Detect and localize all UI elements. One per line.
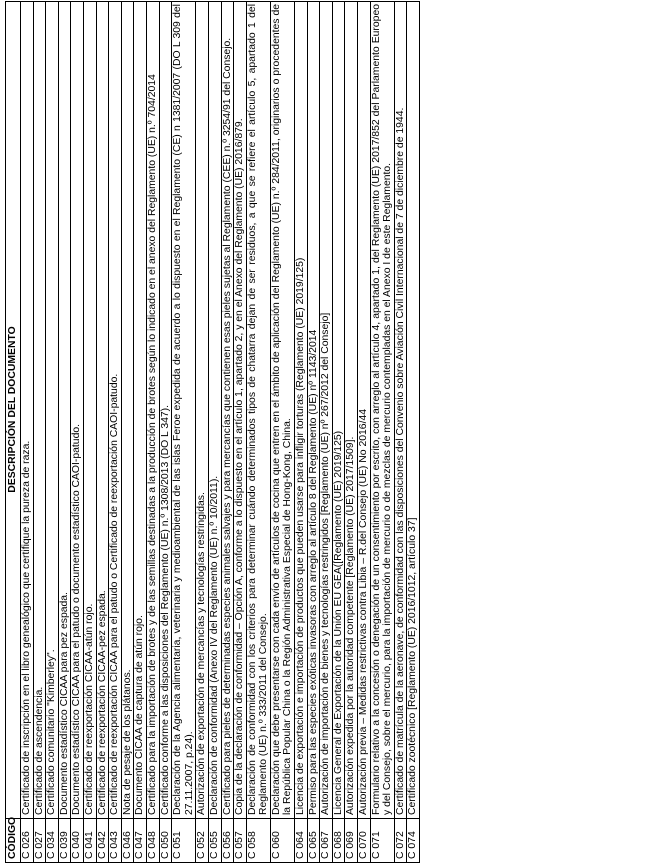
table-row — [295, 2, 308, 863]
row-description: Certificado para pieles de determinadas especies animales salvajes y para mercancías que contienen esas pieles sujetas al Reglamento (CEE) n.º 3254/91 del Consejo. — [221, 2, 234, 819]
row-description: Licencia de exportación e importación de productos que pueden usarse para infligir torturas (Reglamento (UE) 2019/125) — [295, 2, 308, 819]
row-code: C 052 — [196, 819, 209, 863]
row-code: C 027 — [33, 819, 46, 863]
row-code: C 065 — [307, 819, 320, 863]
table-row — [46, 2, 59, 863]
row-code: C 058 — [246, 819, 270, 863]
row-code: C 056 — [221, 819, 234, 863]
row-description: Autorización previa – Medidas restrictivas contra Libia – R.del Consejo (UE) No 2016/44 — [358, 2, 371, 819]
table-row — [394, 2, 407, 863]
row-code: C 039 — [58, 819, 71, 863]
table-row — [21, 2, 34, 863]
row-code: C 047 — [134, 819, 147, 863]
row-code: C 043 — [109, 819, 122, 863]
table-row — [83, 2, 96, 863]
row-description: Certificado conforme a las disposiciones del Reglamento (UE) n.º 1308/2013 (DO L 347). — [159, 2, 172, 819]
table-row — [307, 2, 320, 863]
row-code: C 070 — [358, 819, 371, 863]
row-description: Permiso para las especies exóticas invasoras con arreglo al artículo 8 del Reglamento (UE) nº 1143/2014 — [307, 2, 320, 819]
row-description: Formulario relativo a la concesión o denegación de un consentimiento por escrito, con arreglo al artículo 4, apartado 1, del Reglamento (UE) 2017/852 del Parlamento Europeo y del Consejo, sobre el mercurio, para la importación de mercurio o de mezclas de mercurio contempladas en el Anexo I de este Reglamento. — [370, 2, 394, 819]
row-code: C 067 — [320, 819, 333, 863]
row-description: Copia de la declaración de conformidad – Opción A, conforme a lo dispuesto en el artículo 1, apartado 2, y en el Anexo del Reglamento (UE) 2016/879. — [234, 2, 247, 819]
row-description: Certificado zootécnico [Reglamento (UE) 2016/1012, artículo 37] — [407, 2, 420, 819]
table-row — [407, 2, 420, 863]
table-row — [96, 2, 109, 863]
table-row — [234, 2, 247, 863]
row-code: C 026 — [21, 819, 34, 863]
row-code: C 040 — [71, 819, 84, 863]
table-row — [246, 2, 270, 863]
row-code: C 057 — [234, 819, 247, 863]
row-description: Certificado comunitario "Kimberley". — [46, 2, 59, 819]
table-row — [320, 2, 333, 863]
row-code: C 068 — [332, 819, 345, 863]
row-code: C 042 — [96, 819, 109, 863]
row-code: C 046 — [121, 819, 134, 863]
table-row — [71, 2, 84, 863]
row-code: C 050 — [159, 819, 172, 863]
row-description: Certificado de inscripción en el libro genealógico que certifique la pureza de raza. — [21, 2, 34, 819]
row-code: C 074 — [407, 819, 420, 863]
row-code: C 060 — [270, 819, 294, 863]
row-description: Declaración de conformidad (Anexo IV del Reglamento (UE) n.º 10/2011). — [208, 2, 221, 819]
row-code: C 034 — [46, 819, 59, 863]
row-description: Autorización de exportación de mercancías y tecnologías restringidas. — [196, 2, 209, 819]
row-code: C 069 — [345, 819, 358, 863]
row-description: Documento estadístico CICAA para el patudo o documento estadístico CAOI-patudo. — [71, 2, 84, 819]
table-row — [58, 2, 71, 863]
table-row — [332, 2, 345, 863]
document-codes-table — [5, 1, 420, 863]
table-row — [345, 2, 358, 863]
table-row — [159, 2, 172, 863]
row-description: Certificado para la importación de brotes y de las semillas destinadas a la producción de brotes según lo indicado en el anexo del Reglamento (UE) n.º 704/2014 — [146, 2, 159, 819]
row-description: Certificado de reexportación CICAA-atún rojo. — [83, 2, 96, 819]
table-row — [370, 2, 394, 863]
table-row — [146, 2, 159, 863]
table-row — [270, 2, 294, 863]
table-row — [134, 2, 147, 863]
row-description: Documento CICAA de captura de atún rojo. — [134, 2, 147, 819]
table-row — [33, 2, 46, 863]
table-row — [172, 2, 196, 863]
table-row — [358, 2, 371, 863]
row-code: C 055 — [208, 819, 221, 863]
row-description: Declaración que debe presentarse con cada envío de artículos de cocina que entren en el ámbito de aplicación del Reglamento (UE) n.º 284/2011, originarios o procedentes de la República Popular China o la Región Administrativa Especial de Hong-Kong, China. — [270, 2, 294, 819]
row-code: C 041 — [83, 819, 96, 863]
table-row — [221, 2, 234, 863]
row-description: Licencia General de Exportación de la Unión EU GEA([Reglamento (UE) 2019/125) — [332, 2, 345, 819]
row-code: C 048 — [146, 819, 159, 863]
row-description: Certificado de reexportación CICAA-pez espada. — [96, 2, 109, 819]
row-description: Autorización de importación de bienes y tecnologías restringidos [Reglamento (UE) nº 267/2012 del Consejo] — [320, 2, 333, 819]
row-description: Certificado de matrícula de la aeronave, de conformidad con las disposiciones del Convenio sobre Aviación Civil Internacional de 7 de diciembre de 1944. — [394, 2, 407, 819]
row-code: C 064 — [295, 819, 308, 863]
table-row — [196, 2, 209, 863]
header-code: CÓDIGO — [6, 819, 21, 863]
header-description: DESCRIPCIÓN DEL DOCUMENTO — [6, 2, 21, 819]
header-row — [6, 2, 21, 863]
row-description: Certificado de ascendencia. — [33, 2, 46, 819]
row-description: Declaración de conformidad con los criterios para determinar cuándo determinados tipos de chatarra dejan de ser residuos, a que se refiere el artículo 5, apartado 1 del Reglamento (UE) n.º 333/2011 del Consejo. — [246, 2, 270, 819]
row-description: Autorización expedida por la autoridad competente [Reglamento (UE) 2017/1509]. — [345, 2, 358, 819]
row-description: Certificado de reexportación CICAA para el patudo o Certificado de reexportación CAOI-patudo. — [109, 2, 122, 819]
table-row — [121, 2, 134, 863]
row-code: C 072 — [394, 819, 407, 863]
row-description: Declaración de la Agencia alimentaria, veterinaria y medioambiental de las islas Feroe expedida de acuerdo a lo dispuesto en el Reglamento (CE) n 1381/2007 (DO L 309 del 27.11.2007, p.24). — [172, 2, 196, 819]
row-code: C 051 — [172, 819, 196, 863]
row-description: Nota de pesaje de los plátanos. — [121, 2, 134, 819]
table-row — [208, 2, 221, 863]
row-description: Documento estadístico CICAA para pez espada. — [58, 2, 71, 819]
table-row — [109, 2, 122, 863]
row-code: C 071 — [370, 819, 394, 863]
